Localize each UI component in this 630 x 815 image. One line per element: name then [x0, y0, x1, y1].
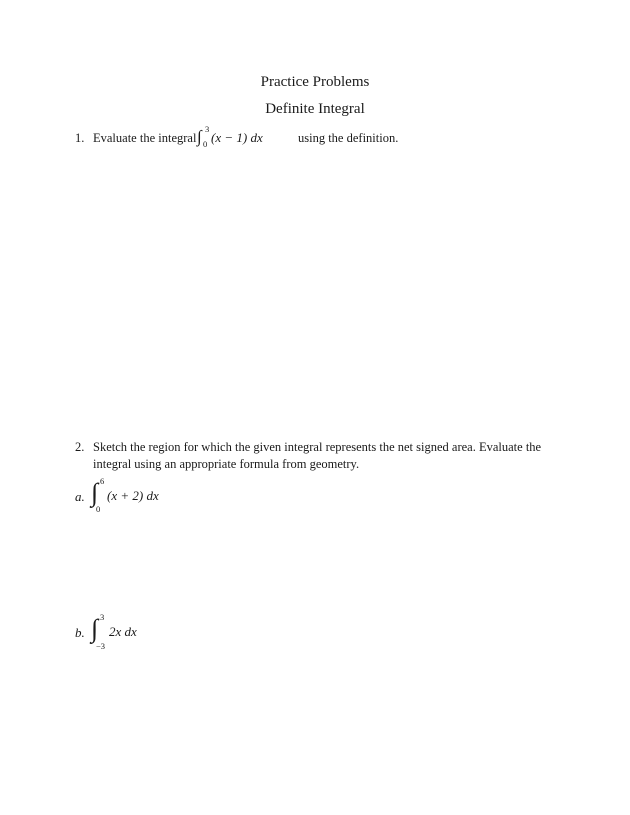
integral-sign-icon: ∫: [91, 478, 99, 507]
problem-2-line-1: Sketch the region for which the given integral represents the net signed area. Evaluate the: [93, 440, 542, 454]
part-b-integral: [91, 612, 191, 654]
page-title: Practice Problems: [260, 74, 370, 90]
integrand: (x + 2) dx: [107, 488, 159, 503]
part-a-integral: [91, 476, 191, 516]
integrand: 2x dx: [109, 624, 137, 639]
problem-1-number: 1.: [75, 131, 85, 145]
integral-sign-icon: ∫: [91, 614, 99, 643]
upper-limit: 6: [100, 476, 105, 486]
upper-limit: 3: [100, 612, 105, 622]
problem-2-line-2: integral using an appropriate formula from geometry.: [93, 457, 360, 471]
page-subtitle: Definite Integral: [265, 101, 365, 117]
lower-limit: 0: [203, 139, 208, 149]
problem-1-text: Evaluate the integral: [93, 131, 197, 145]
integral-sign-icon: ∫: [197, 127, 202, 146]
lower-limit: 0: [96, 504, 101, 514]
problem-1-text-after: using the definition.: [298, 131, 399, 145]
problem-2-number: 2.: [75, 440, 85, 454]
lower-limit: −3: [96, 641, 106, 651]
upper-limit: 3: [205, 124, 210, 134]
integrand: (x − 1) dx: [211, 130, 263, 145]
part-b-label: b.: [75, 625, 85, 640]
part-a-label: a.: [75, 489, 85, 504]
